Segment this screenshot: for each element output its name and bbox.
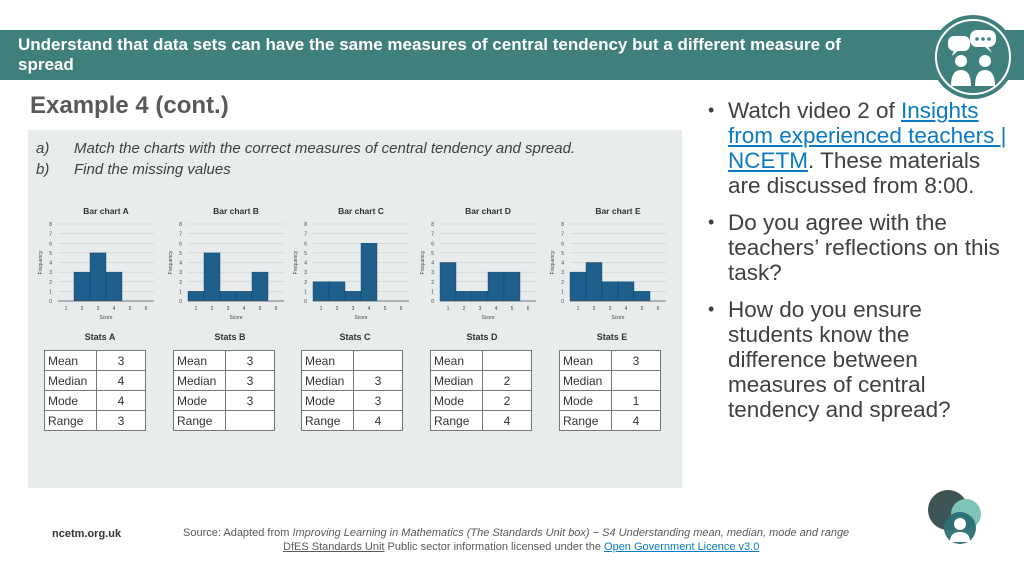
table-row bbox=[560, 351, 661, 371]
stat-label: Mode bbox=[174, 391, 226, 411]
instruction-label: b) bbox=[36, 161, 50, 178]
y-tick-label: 0 bbox=[179, 299, 182, 305]
y-tick-label: 4 bbox=[561, 260, 564, 267]
instruction-b bbox=[36, 161, 231, 178]
stat-label: Mean bbox=[174, 351, 226, 371]
table-row bbox=[174, 371, 275, 391]
y-tick-label: 8 bbox=[49, 222, 52, 228]
x-tick-label: 2 bbox=[335, 306, 339, 312]
source-title: Improving Learning in Mathematics (The Standards Unit box) − S4 Understanding mean, median, mode and range bbox=[292, 527, 850, 539]
x-tick-label: 4 bbox=[367, 306, 371, 312]
y-tick-label: 1 bbox=[304, 289, 307, 296]
bar bbox=[90, 253, 106, 301]
stats-d-table bbox=[430, 350, 532, 431]
source-line bbox=[183, 527, 883, 539]
y-tick-label: 3 bbox=[431, 270, 434, 277]
stat-label: Mean bbox=[45, 351, 97, 371]
chart-svg bbox=[166, 204, 290, 324]
x-tick-label: 2 bbox=[462, 306, 466, 312]
y-axis-label: Frequency bbox=[420, 250, 426, 275]
bar bbox=[345, 291, 361, 301]
stat-value: 3 bbox=[96, 411, 145, 431]
x-axis-label: Score bbox=[99, 315, 113, 321]
table-row bbox=[431, 351, 532, 371]
discussion-bullets bbox=[706, 98, 1011, 434]
chart-title: Bar chart E bbox=[595, 206, 641, 216]
bullet-icon: • bbox=[708, 299, 715, 319]
bar bbox=[472, 291, 488, 301]
bullet-text: Do you agree with the teachers’ reflections on this task? bbox=[728, 210, 1000, 285]
example-heading: Example 4 (cont.) bbox=[30, 92, 229, 119]
x-tick-label: 4 bbox=[494, 306, 498, 312]
stats-b-table bbox=[173, 350, 275, 431]
stat-value bbox=[353, 351, 402, 371]
bar bbox=[618, 282, 634, 301]
bar bbox=[106, 272, 122, 301]
x-tick-label: 1 bbox=[319, 306, 323, 312]
bar-chart-e bbox=[548, 204, 672, 324]
bar bbox=[634, 291, 650, 301]
stat-label: Mean bbox=[560, 351, 612, 371]
y-tick-label: 6 bbox=[561, 241, 564, 248]
stat-value: 4 bbox=[96, 391, 145, 411]
bullet-icon: • bbox=[708, 212, 715, 232]
y-tick-label: 8 bbox=[431, 222, 434, 228]
x-tick-label: 5 bbox=[383, 306, 387, 312]
y-tick-label: 3 bbox=[304, 270, 307, 277]
site-url: ncetm.org.uk bbox=[52, 528, 122, 540]
stat-label: Median bbox=[302, 371, 354, 391]
table-row bbox=[560, 411, 661, 431]
y-tick-label: 2 bbox=[304, 279, 307, 286]
bar bbox=[252, 272, 268, 301]
stat-label: Range bbox=[45, 411, 97, 431]
y-tick-label: 4 bbox=[431, 260, 434, 267]
chart-svg bbox=[291, 204, 415, 324]
table-row bbox=[45, 391, 146, 411]
instruction-label: a) bbox=[36, 140, 50, 157]
bar bbox=[236, 291, 252, 301]
stats-e-title: Stats E bbox=[596, 332, 628, 342]
source-prefix: Source: Adapted from bbox=[183, 527, 293, 539]
insights-link[interactable]: Insights from experienced teachers | NCETM bbox=[728, 98, 1007, 173]
table-row bbox=[431, 391, 532, 411]
stat-value: 4 bbox=[611, 411, 660, 431]
y-tick-label: 6 bbox=[49, 241, 52, 248]
x-tick-label: 6 bbox=[399, 306, 403, 312]
y-tick-label: 3 bbox=[49, 270, 52, 277]
stat-value: 3 bbox=[611, 351, 660, 371]
table-row bbox=[431, 411, 532, 431]
table-row bbox=[302, 351, 403, 371]
stat-value: 1 bbox=[611, 391, 660, 411]
stat-value: 4 bbox=[96, 371, 145, 391]
y-tick-label: 0 bbox=[561, 299, 564, 305]
instruction-text: Match the charts with the correct measures of central tendency and spread. bbox=[74, 140, 576, 157]
y-tick-label: 2 bbox=[179, 279, 182, 286]
chart-svg bbox=[36, 204, 160, 324]
y-tick-label: 0 bbox=[304, 299, 307, 305]
stat-label: Mode bbox=[560, 391, 612, 411]
page-title: Understand that data sets can have the same measures of central tendency but a different measure of spread bbox=[18, 35, 841, 74]
bullet-text: How do you ensure students know the difference between measures of central tendency and spread? bbox=[728, 297, 951, 422]
bar bbox=[602, 282, 618, 301]
y-tick-label: 4 bbox=[49, 260, 52, 267]
x-axis-label: Score bbox=[354, 315, 368, 321]
y-tick-label: 7 bbox=[179, 231, 182, 238]
y-axis-label: Frequency bbox=[38, 250, 44, 275]
stats-c-title: Stats C bbox=[339, 332, 371, 342]
ncetm-discussion-logo-icon bbox=[930, 14, 1016, 100]
stats-b-title: Stats B bbox=[214, 332, 246, 342]
stat-value: 3 bbox=[225, 351, 274, 371]
x-tick-label: 2 bbox=[592, 306, 596, 312]
y-tick-label: 1 bbox=[431, 289, 434, 296]
x-tick-label: 5 bbox=[510, 306, 514, 312]
table-row bbox=[174, 391, 275, 411]
y-tick-label: 2 bbox=[431, 279, 434, 286]
y-tick-label: 7 bbox=[304, 231, 307, 238]
instruction-text: Find the missing values bbox=[74, 161, 231, 178]
table-row bbox=[45, 371, 146, 391]
x-tick-label: 6 bbox=[144, 306, 148, 312]
bar bbox=[504, 272, 520, 301]
x-tick-label: 4 bbox=[624, 306, 628, 312]
stat-label: Median bbox=[431, 371, 483, 391]
stat-label: Mode bbox=[302, 391, 354, 411]
stat-label: Range bbox=[431, 411, 483, 431]
x-tick-label: 3 bbox=[608, 306, 612, 312]
stat-value: 3 bbox=[225, 371, 274, 391]
stat-value: 4 bbox=[353, 411, 402, 431]
table-row bbox=[431, 371, 532, 391]
bar bbox=[188, 291, 204, 301]
stat-value bbox=[225, 411, 274, 431]
stats-e-table bbox=[559, 350, 661, 431]
bar-chart-c bbox=[291, 204, 415, 324]
bar bbox=[586, 263, 602, 302]
licence-line bbox=[283, 541, 883, 553]
x-axis-label: Score bbox=[481, 315, 495, 321]
y-tick-label: 8 bbox=[179, 222, 182, 228]
stat-label: Mode bbox=[45, 391, 97, 411]
y-tick-label: 6 bbox=[304, 241, 307, 248]
x-tick-label: 2 bbox=[80, 306, 84, 312]
y-tick-label: 1 bbox=[49, 289, 52, 296]
y-tick-label: 3 bbox=[561, 270, 564, 277]
y-tick-label: 0 bbox=[49, 299, 52, 305]
bullet-item bbox=[706, 98, 1011, 198]
y-tick-label: 7 bbox=[431, 231, 434, 238]
stat-value: 3 bbox=[353, 391, 402, 411]
bar-chart-d bbox=[418, 204, 542, 324]
bar bbox=[570, 272, 586, 301]
y-tick-label: 8 bbox=[561, 222, 564, 228]
chart-title: Bar chart C bbox=[338, 206, 384, 216]
stat-label: Range bbox=[302, 411, 354, 431]
x-axis-label: Score bbox=[611, 315, 625, 321]
bar-chart-b bbox=[166, 204, 290, 324]
stat-label: Mean bbox=[302, 351, 354, 371]
stat-value: 2 bbox=[482, 371, 531, 391]
stat-label: Range bbox=[174, 411, 226, 431]
bar-chart-a bbox=[36, 204, 160, 324]
y-tick-label: 5 bbox=[179, 250, 182, 257]
stat-value: 4 bbox=[482, 411, 531, 431]
x-tick-label: 1 bbox=[576, 306, 580, 312]
table-row bbox=[560, 371, 661, 391]
y-tick-label: 6 bbox=[431, 241, 434, 248]
bar bbox=[361, 243, 377, 301]
stats-a-table bbox=[44, 350, 146, 431]
bullet-text: Watch video 2 of bbox=[728, 98, 902, 123]
stat-value bbox=[611, 371, 660, 391]
bullet-item bbox=[706, 210, 1011, 285]
stats-d-title: Stats D bbox=[466, 332, 498, 342]
y-tick-label: 6 bbox=[179, 241, 182, 248]
x-tick-label: 3 bbox=[478, 306, 482, 312]
x-tick-label: 5 bbox=[128, 306, 132, 312]
stats-a-title: Stats A bbox=[84, 332, 116, 342]
chart-title: Bar chart B bbox=[213, 206, 259, 216]
stat-value: 3 bbox=[353, 371, 402, 391]
bar bbox=[313, 282, 329, 301]
x-tick-label: 3 bbox=[351, 306, 355, 312]
bar bbox=[329, 282, 345, 301]
bar bbox=[220, 291, 236, 301]
x-tick-label: 6 bbox=[274, 306, 278, 312]
stat-value bbox=[482, 351, 531, 371]
y-tick-label: 7 bbox=[561, 231, 564, 238]
table-row bbox=[560, 391, 661, 411]
stat-value: 3 bbox=[225, 391, 274, 411]
x-tick-label: 1 bbox=[194, 306, 198, 312]
y-tick-label: 2 bbox=[561, 279, 564, 286]
x-tick-label: 5 bbox=[640, 306, 644, 312]
x-tick-label: 4 bbox=[112, 306, 116, 312]
x-tick-label: 2 bbox=[210, 306, 214, 312]
y-tick-label: 5 bbox=[561, 250, 564, 257]
y-tick-label: 1 bbox=[179, 289, 182, 296]
task-panel bbox=[28, 130, 682, 488]
table-row bbox=[174, 411, 275, 431]
table-row bbox=[45, 351, 146, 371]
header-bar bbox=[0, 30, 1024, 80]
bar bbox=[440, 263, 456, 302]
x-tick-label: 5 bbox=[258, 306, 262, 312]
bullet-text: . These materials are discussed from 8:00. bbox=[728, 148, 981, 198]
stat-label: Median bbox=[560, 371, 612, 391]
y-tick-label: 5 bbox=[49, 250, 52, 257]
chart-svg bbox=[548, 204, 672, 324]
y-tick-label: 2 bbox=[49, 279, 52, 286]
y-tick-label: 0 bbox=[431, 299, 434, 305]
stat-label: Median bbox=[174, 371, 226, 391]
table-row bbox=[302, 411, 403, 431]
x-tick-label: 4 bbox=[242, 306, 246, 312]
y-tick-label: 7 bbox=[49, 231, 52, 238]
table-row bbox=[302, 391, 403, 411]
licence-text: Public sector information licensed under the bbox=[384, 541, 605, 553]
dfes-link[interactable]: DfES Standards Unit bbox=[283, 541, 385, 553]
ncetm-circles-logo-icon bbox=[926, 488, 988, 546]
y-tick-label: 5 bbox=[431, 250, 434, 257]
x-tick-label: 6 bbox=[526, 306, 530, 312]
chart-title: Bar chart D bbox=[465, 206, 511, 216]
chart-svg bbox=[418, 204, 542, 324]
stat-label: Mean bbox=[431, 351, 483, 371]
chart-title: Bar chart A bbox=[83, 206, 129, 216]
x-axis-label: Score bbox=[229, 315, 243, 321]
bullet-item bbox=[706, 297, 1011, 422]
y-axis-label: Frequency bbox=[168, 250, 174, 275]
x-tick-label: 1 bbox=[446, 306, 450, 312]
stat-value: 2 bbox=[482, 391, 531, 411]
x-tick-label: 6 bbox=[656, 306, 660, 312]
y-axis-label: Frequency bbox=[550, 250, 556, 275]
x-tick-label: 3 bbox=[226, 306, 230, 312]
stat-value: 3 bbox=[96, 351, 145, 371]
y-tick-label: 1 bbox=[561, 289, 564, 296]
licence-link[interactable]: Open Government Licence v3.0 bbox=[604, 541, 760, 553]
y-tick-label: 3 bbox=[179, 270, 182, 277]
y-tick-label: 4 bbox=[304, 260, 307, 267]
bar bbox=[488, 272, 504, 301]
bar bbox=[456, 291, 472, 301]
stat-label: Mode bbox=[431, 391, 483, 411]
bar bbox=[204, 253, 220, 301]
y-tick-label: 4 bbox=[179, 260, 182, 267]
y-tick-label: 5 bbox=[304, 250, 307, 257]
table-row bbox=[45, 411, 146, 431]
instruction-a bbox=[36, 140, 575, 157]
x-tick-label: 3 bbox=[96, 306, 100, 312]
table-row bbox=[174, 351, 275, 371]
y-tick-label: 8 bbox=[304, 222, 307, 228]
bullet-icon: • bbox=[708, 100, 715, 120]
table-row bbox=[302, 371, 403, 391]
x-tick-label: 1 bbox=[64, 306, 68, 312]
bar bbox=[74, 272, 90, 301]
stats-c-table bbox=[301, 350, 403, 431]
stat-label: Range bbox=[560, 411, 612, 431]
stat-label: Median bbox=[45, 371, 97, 391]
y-axis-label: Frequency bbox=[293, 250, 299, 275]
